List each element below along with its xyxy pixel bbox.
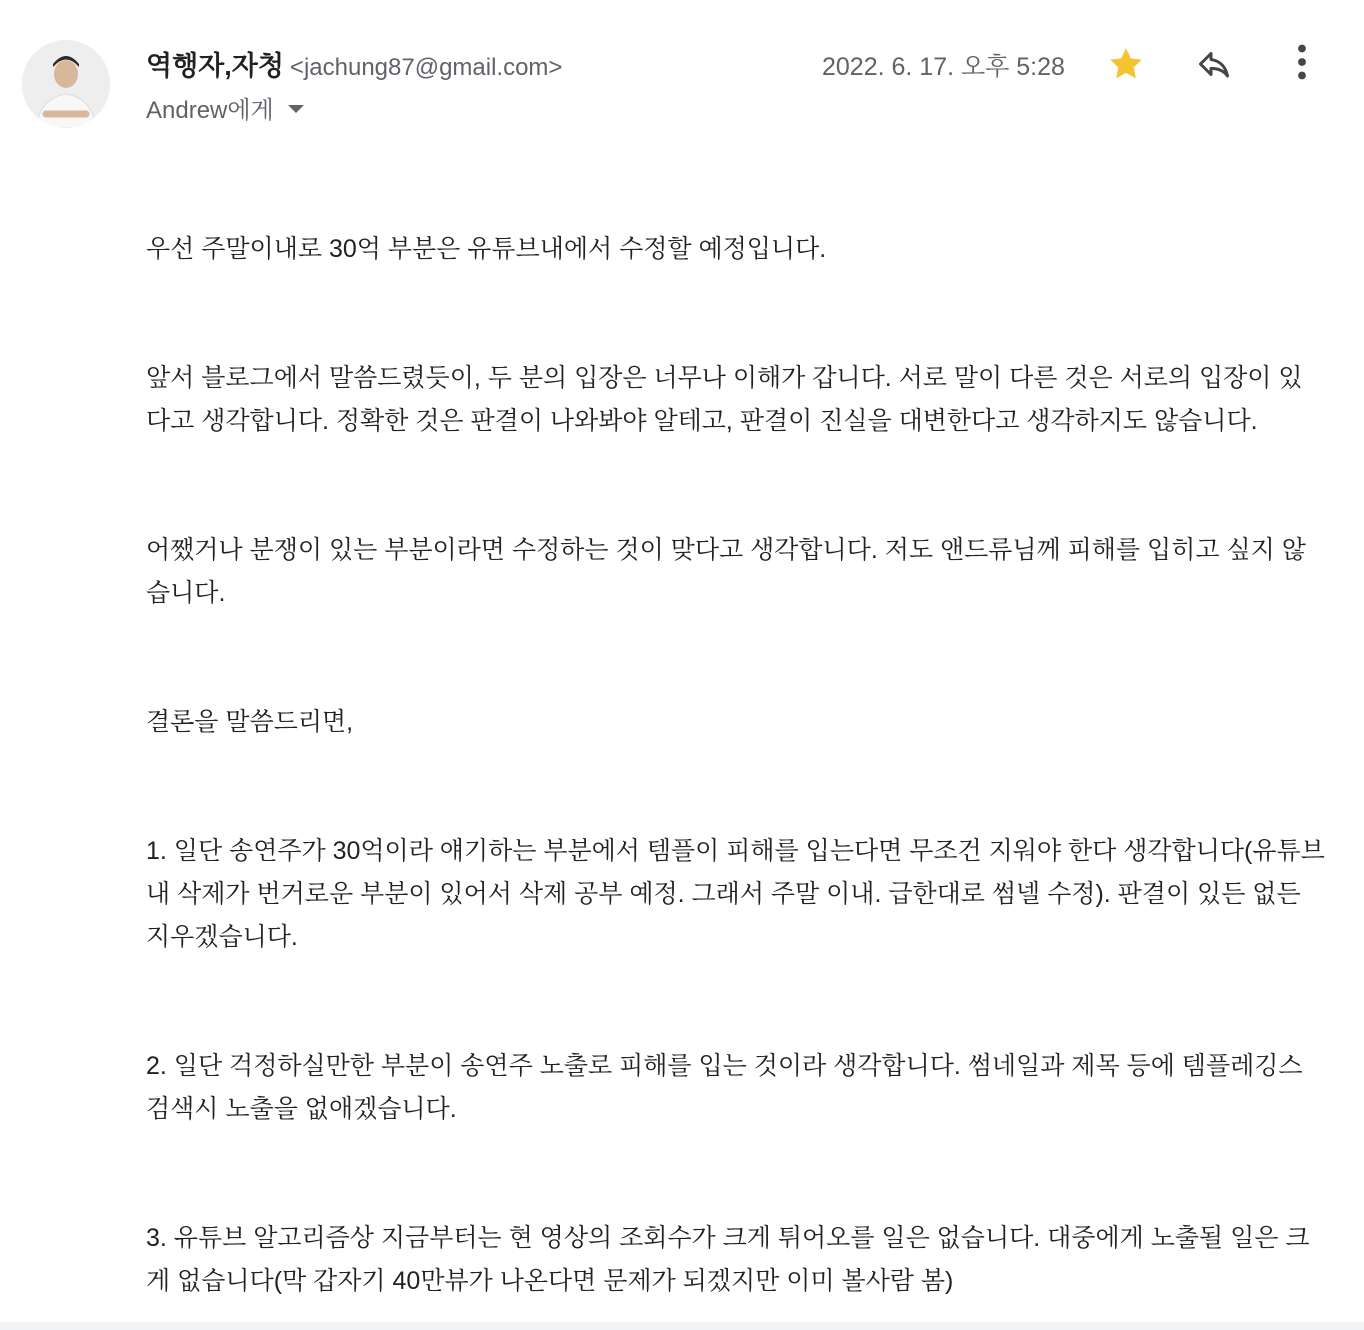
avatar-photo-icon [22, 40, 110, 128]
star-icon [1106, 44, 1146, 84]
email-header [0, 0, 1364, 140]
recipient-label: Andrew에게 [146, 97, 274, 124]
body-paragraph: 앞서 블로그에서 말씀드렸듯이, 두 분의 입장은 너무나 이해가 갑니다. 서로 말이 다른 것은 서로의 입장이 있다고 생각합니다. 정확한 것은 판결이 나와봐야 알테고, 판결이 진실을 대변한다고 생각하지도 않습니다. [146, 364, 1303, 435]
sender-email: <jachung87@gmail.com> [289, 54, 563, 81]
email-date: 2022. 6. 17. 오후 5:28 [822, 53, 1065, 81]
bottom-divider [0, 1322, 1364, 1330]
body-paragraph: 3. 유튜브 알고리즘상 지금부터는 현 영상의 조회수가 크게 튀어오를 일은 없습니다. 대중에게 노출될 일은 크게 없습니다(막 갑자기 40만뷰가 나온다면 문제가 되겠지만 이미 볼사람 봄) [146, 1224, 1310, 1295]
body-paragraph: 우선 주말이내로 30억 부분은 유튜브내에서 수정할 예정입니다. [146, 235, 827, 263]
sender [146, 44, 562, 83]
reply-icon [1196, 46, 1232, 82]
more-vert-icon [1284, 38, 1320, 86]
star-button[interactable] [1102, 40, 1150, 88]
body-paragraph: 결론을 말씀드리면, [146, 708, 354, 736]
more-options-button[interactable] [1278, 38, 1326, 86]
recipient-details[interactable] [146, 90, 304, 125]
body-paragraph: 1. 일단 송연주가 30억이라 얘기하는 부분에서 템플이 피해를 입는다면 무조건 지워야 한다 생각합니다(유튜브내 삭제가 번거로운 부분이 있어서 삭제 공부 예정. 그래서 주말 이내. 급한대로 썸넬 수정). 판결이 있든 없든 지우겠습니다. [146, 837, 1325, 951]
sender-name[interactable]: 역행자,자청 [146, 51, 284, 81]
chevron-down-icon[interactable] [288, 105, 304, 113]
body-paragraph: 어쨌거나 분쟁이 있는 부분이라면 수정하는 것이 맞다고 생각합니다. 저도 앤드류님께 피해를 입히고 싶지 않습니다. [146, 536, 1306, 607]
reply-button[interactable] [1190, 40, 1238, 88]
body-paragraph: 2. 일단 걱정하실만한 부분이 송연주 노출로 피해를 입는 것이라 생각합니다. 썸네일과 제목 등에 템플레깅스 검색시 노출을 없애겠습니다. [146, 1052, 1303, 1123]
avatar[interactable] [22, 40, 110, 128]
email-body [146, 228, 1326, 1330]
